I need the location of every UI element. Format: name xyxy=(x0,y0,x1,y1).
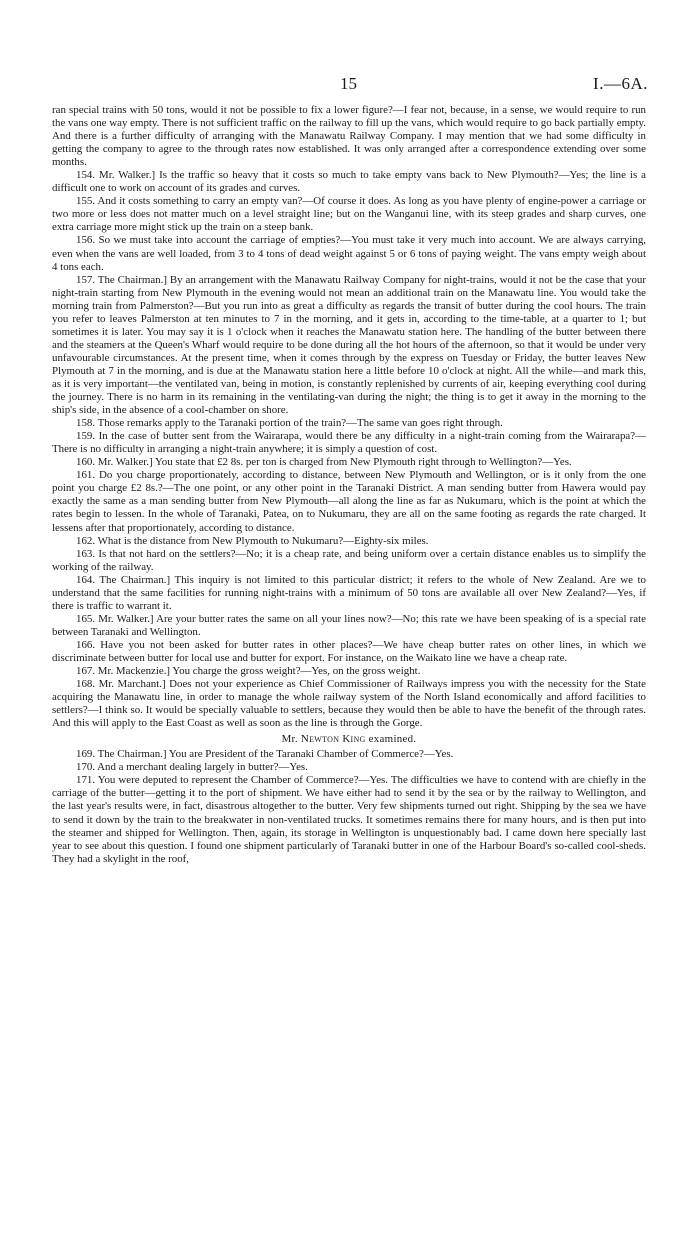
paragraph-q157: 157. The Chairman.] By an arrangement with the Manawatu Railway Company for night-trains, would it not be the case that your night-train starting from New Plymouth in the evening would not mean an additional train on the Manawatu line. You would take the morning train from Palmerston?—But you run into as great a difficulty as regards the transit of butter during the cool hours. The train you refer to leaves Palmerston at ten minutes to 7 in the morning, and it gets in, according to the time-table, at a quarter to 1; but sometimes it is later. You may say it is 1 o'clock when it reaches the Manawatu station here. The handling of the butter between there and the steamers at the Queen's Wharf would require to be done during all the hot hours of the afternoon, so that it would be under very unfavourable circumstances. At the present time, when it comes through by the express on Tuesday or Friday, the butter leaves New Plymouth at 7 in the morning, and is due at the Manawatu station here a little before 10 o'clock at night. All the while—and mark this, as it is very important—the ventilated van, being in motion, is constantly replenished by currents of air, keeping everything cool during the journey. There is no harm in its remaining in the ventilating-van during the night; the thing is to get it away in the morning to the ship's side, in the absence of a cool-chamber on shore. xyxy=(52,273,646,417)
section-heading xyxy=(52,733,646,746)
paragraph-q161: 161. Do you charge proportionately, according to distance, between New Plymouth and Wellington, or is it only from the one point you charge £2 8s.?—The one point, or any other point in the Taranaki District. A man sending butter from Hawera would pay exactly the same as a man sending butter from New Plymouth—all along the line as far as Nukumaru, which is the point at which the rates begin to lessen. In the whole of Taranaki, Patea, on to Nukumaru, they are all on the same footing as regards the rate charged. It lessens after that proportionately, according to distance. xyxy=(52,469,646,534)
paragraph-q168: 168. Mr. Marchant.] Does not your experience as Chief Commissioner of Railways impress you with the necessity for the State acquiring the Manawatu line, in order to manage the whole railway system of the North Island economically and afford facilities to settlers?—I think so. It would be specially valuable to settlers, because they would then be able to have the benefit of the through rates. And this will apply to the East Coast as well as soon as the line is through the Gorge. xyxy=(52,678,646,730)
page-header xyxy=(0,74,700,96)
paragraph-q164: 164. The Chairman.] This inquiry is not limited to this particular district; it refers to the whole of New Zealand. Are we to understand that the same facilities for running night-trains with a minimum of 50 tons are available all over New Zealand?—Yes, if there is traffic to warrant it. xyxy=(52,573,646,612)
page-number: 15 xyxy=(340,74,357,93)
paragraph-q162: 162. What is the distance from New Plymouth to Nukumaru?—Eighty-six miles. xyxy=(76,534,429,547)
paragraph-q169: 169. The Chairman.] You are President of the Taranaki Chamber of Commerce?—Yes. xyxy=(76,748,454,761)
document-body xyxy=(52,104,646,866)
section-heading-prefix: Mr. xyxy=(281,733,301,746)
paragraph-q158: 158. Those remarks apply to the Taranaki portion of the train?—The same van goes right through. xyxy=(76,417,503,430)
paragraph-q170: 170. And a merchant dealing largely in butter?—Yes. xyxy=(76,761,308,774)
paragraph-q171: 171. You were deputed to represent the Chamber of Commerce?—Yes. The difficulties we have to contend with are chiefly in the carriage of the butter—getting it to the port of shipment. We have either had to send it by the sea or by the railway to Wellington, and the last year's results were, in fact, disastrous altogether to the butter. Very few shipments turned out right. Shipping by the sea we have to send it down by the train to the breakwater in non-ventilated trucks. It sometimes remains there for many hours, and is then put into the steamer and shipped for Wellington. Then, again, its storage in Wellington is unquestionably bad. I came down here specially last year to see about this question. I found one shipment particularly of Taranaki butter in one of the Harbour Board's so-called cool-sheds. They had a skylight in the roof, xyxy=(52,774,646,865)
paragraph-q166: 166. Have you not been asked for butter rates in other places?—We have cheap butter rates on other lines, in which we discriminate between butter for local use and butter for export. For instance, on the Waikato line we have a cheap rate. xyxy=(52,638,646,664)
paragraph-continued: ran special trains with 50 tons, would it not be possible to fix a lower figure?—I fear not, because, in a sense, we would require to run the vans one way empty. There is not sufficient traffic on the railway to fill up the vans, which would require to go back partially empty. And there is a further difficulty of arranging with the Manawatu Railway Company. I may mention that we had some difficulty in getting the company to agree to the through rates now established. It was only arranged after a correspondence extending over some months. xyxy=(52,104,646,169)
document-reference: I.—6A. xyxy=(593,74,648,93)
paragraph-q154: 154. Mr. Walker.] Is the traffic so heavy that it costs so much to take empty vans back to New Plymouth?—Yes; the line is a difficult one to work on account of its grades and curves. xyxy=(52,169,646,195)
paragraph-q159: 159. In the case of butter sent from the Wairarapa, would there be any difficulty in a night-train coming from the Wairarapa?—There is no difficulty in arranging a night-train anywhere; it is simply a question of cost. xyxy=(52,430,646,456)
paragraph-q167: 167. Mr. Mackenzie.] You charge the gross weight?—Yes, on the gross weight. xyxy=(76,665,421,678)
witness-name: Newton King xyxy=(300,733,366,746)
paragraph-q160: 160. Mr. Walker.] You state that £2 8s. per ton is charged from New Plymouth right through to Wellington?—Yes. xyxy=(76,456,572,469)
section-heading-suffix: examined. xyxy=(365,733,417,746)
paragraph-q155: 155. And it costs something to carry an empty van?—Of course it does. As long as you have plenty of engine-power a carriage or two more or less does not matter much on a level straight line; but on the Wanganui line, with its steep grades and sharp curves, one extra carriage more might stick up the train on a steep bank. xyxy=(52,195,646,234)
paragraph-q165: 165. Mr. Walker.] Are your butter rates the same on all your lines now?—No; this rate we have been speaking of is a special rate between Taranaki and Wellington. xyxy=(52,612,646,638)
paragraph-q163: 163. Is that not hard on the settlers?—No; it is a cheap rate, and being uniform over a certain distance enables us to simplify the working of the railway. xyxy=(52,547,646,573)
paragraph-q156: 156. So we must take into account the carriage of empties?—You must take it very much into account. We are always carrying, even when the vans are well loaded, from 3 to 4 tons of dead weight against 5 or 6 tons of paying weight. The vans empty weigh about 4 tons each. xyxy=(52,234,646,273)
